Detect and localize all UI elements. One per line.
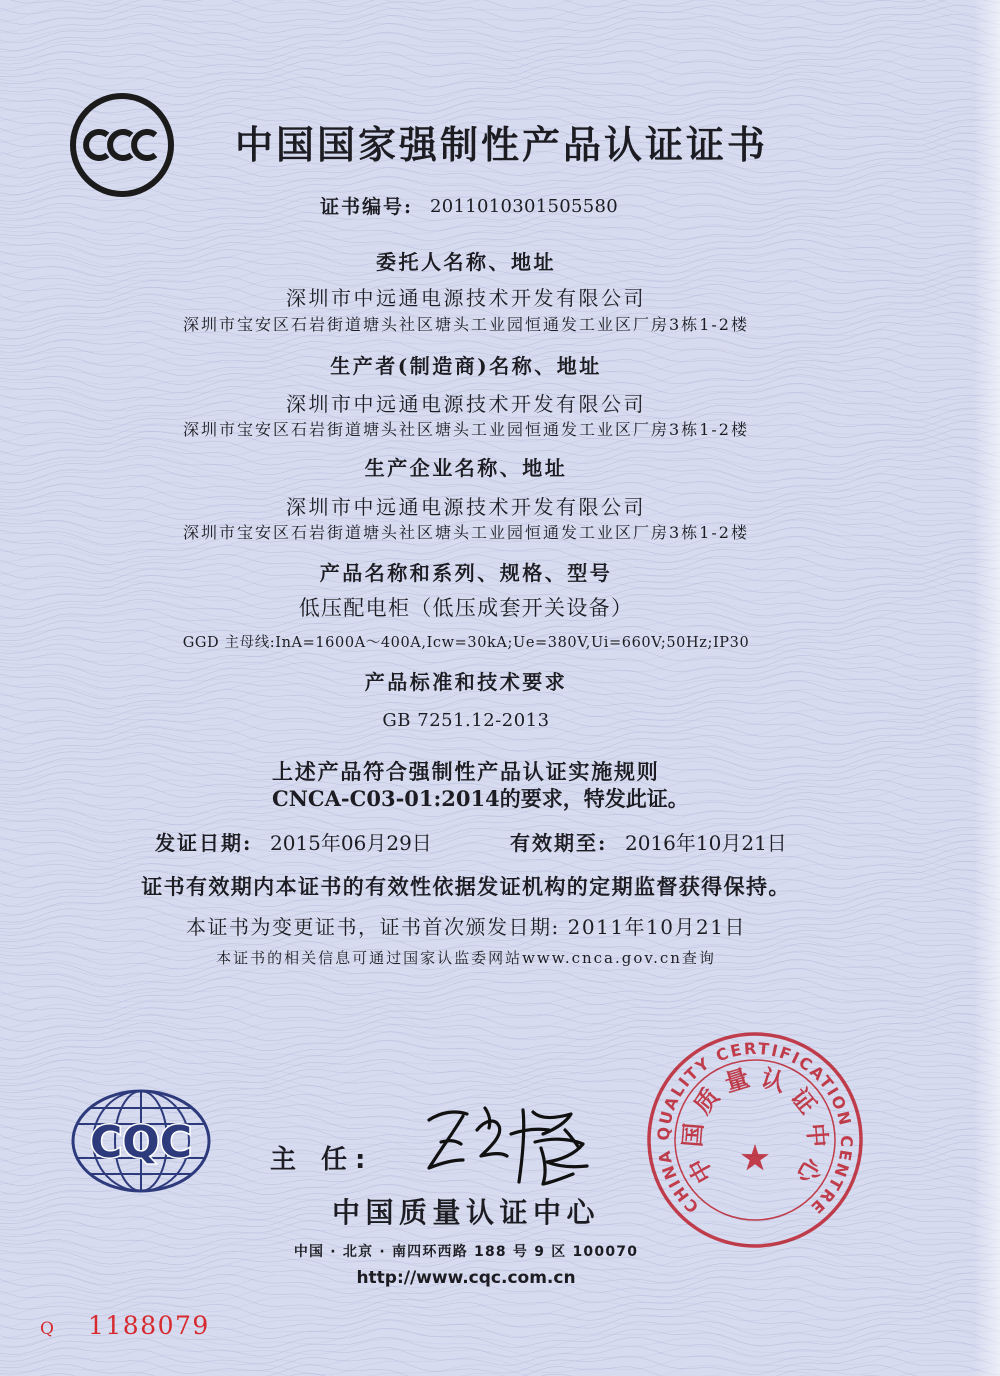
manufacturer-heading: 生产者(制造商)名称、地址: [330, 354, 602, 378]
serial-number: 1188079: [88, 1311, 210, 1340]
issuer-address: 中国 · 北京 · 南四环西路 188 号 9 区 100070: [293, 1244, 639, 1260]
guilloche-line: [0, 50, 1000, 70]
manufacturer-address: 深圳市宝安区石岩街道塘头社区塘头工业园恒通发工业区厂房3栋1-2楼: [183, 420, 749, 439]
applicant-name: 深圳市中远通电源技术开发有限公司: [286, 286, 646, 310]
guilloche-line: [0, 843, 1000, 862]
guilloche-line: [0, 824, 1000, 843]
website-note: 本证书的相关信息可通过国家认监委网站www.cnca.gov.cn查询: [216, 949, 716, 967]
compliance-statement-line2: CNCA-C03-01:2014的要求，特发此证。: [272, 786, 689, 811]
manufacturer-name: 深圳市中远通电源技术开发有限公司: [286, 392, 646, 416]
guilloche-line: [0, 833, 1000, 853]
guilloche-line: [0, 1364, 1000, 1376]
guilloche-line: [0, 851, 1000, 871]
certificate-number-label: 证书编号:: [320, 196, 414, 218]
product-heading: 产品名称和系列、规格、型号: [319, 561, 613, 585]
guilloche-line: [0, 1346, 1000, 1365]
issuer-url: http://www.cqc.com.cn: [356, 1268, 576, 1288]
cqc-logo-text: CQC: [90, 1117, 192, 1168]
guilloche-line: [0, 995, 1000, 1015]
expiry-date-label: 有效期至:: [510, 831, 608, 855]
issue-date-label: 发证日期:: [155, 831, 253, 855]
certificate-number: 2011010301505580: [430, 196, 619, 217]
serial-prefix: Q: [40, 1319, 54, 1339]
applicant-address: 深圳市宝安区石岩街道塘头社区塘头工业园恒通发工业区厂房3栋1-2楼: [183, 315, 749, 334]
guilloche-line: [0, 842, 1000, 862]
compliance-statement-line1: 上述产品符合强制性产品认证实施规则: [272, 759, 660, 784]
guilloche-line: [0, 68, 1000, 88]
product-name: 低压配电柜（低压成套开关设备）: [298, 596, 634, 620]
change-certificate-note: 本证书为变更证书，证书首次颁发日期: 2011年10月21日: [186, 915, 746, 939]
guilloche-line: [0, 1292, 1000, 1311]
scan-edge-highlight: [974, 0, 1000, 1376]
guilloche-line: [0, 438, 1000, 457]
validity-note: 证书有效期内本证书的有效性依据发证机构的定期监督获得保持。: [141, 874, 791, 899]
ccc-mark-logo: [67, 90, 177, 200]
seal-inner-text: 中国质量认证中心: [677, 1062, 833, 1189]
guilloche-line: [0, 230, 1000, 250]
guilloche-line: [0, 0, 1000, 7]
guilloche-line: [0, 734, 1000, 754]
standard-heading: 产品标准和技术要求: [364, 670, 568, 694]
expiry-date: 2016年10月21日: [625, 831, 787, 855]
issuer-name: 中国质量认证中心: [331, 1196, 600, 1229]
guilloche-line: [0, 6, 1000, 25]
cqc-globe-logo: [66, 1086, 216, 1196]
seal-outer-text: CHINA QUALITY CERTIFICATION CENTRE: [653, 1038, 857, 1218]
issue-date: 2015年06月29日: [270, 831, 432, 855]
product-model-spec: GGD 主母线:InA=1600A～400A,Icw=30kA;Ue=380V,Ui=660V;50Hz;IP30: [182, 635, 750, 651]
factory-heading: 生产企业名称、地址: [364, 456, 568, 480]
guilloche-line: [0, 815, 1000, 835]
certificate-title: 中国国家强制性产品认证证书: [235, 123, 769, 167]
applicant-heading: 委托人名称、地址: [376, 250, 556, 274]
director-signature: [415, 1090, 600, 1190]
guilloche-line: [0, 968, 1000, 988]
director-label: 主 任:: [270, 1145, 374, 1175]
guilloche-line: [0, 986, 1000, 1006]
guilloche-line: [0, 0, 1000, 16]
certification-seal: [645, 1030, 865, 1250]
guilloche-line: [0, 995, 1000, 1015]
guilloche-line: [0, 816, 1000, 835]
guilloche-line: [0, 851, 1000, 871]
factory-address: 深圳市宝安区石岩街道塘头社区塘头工业园恒通发工业区厂房3栋1-2楼: [183, 523, 749, 542]
seal-star-icon: [741, 1144, 769, 1170]
factory-name: 深圳市中远通电源技术开发有限公司: [286, 495, 646, 519]
guilloche-line: [0, 987, 1000, 1006]
standard-value: GB 7251.12-2013: [382, 710, 550, 731]
